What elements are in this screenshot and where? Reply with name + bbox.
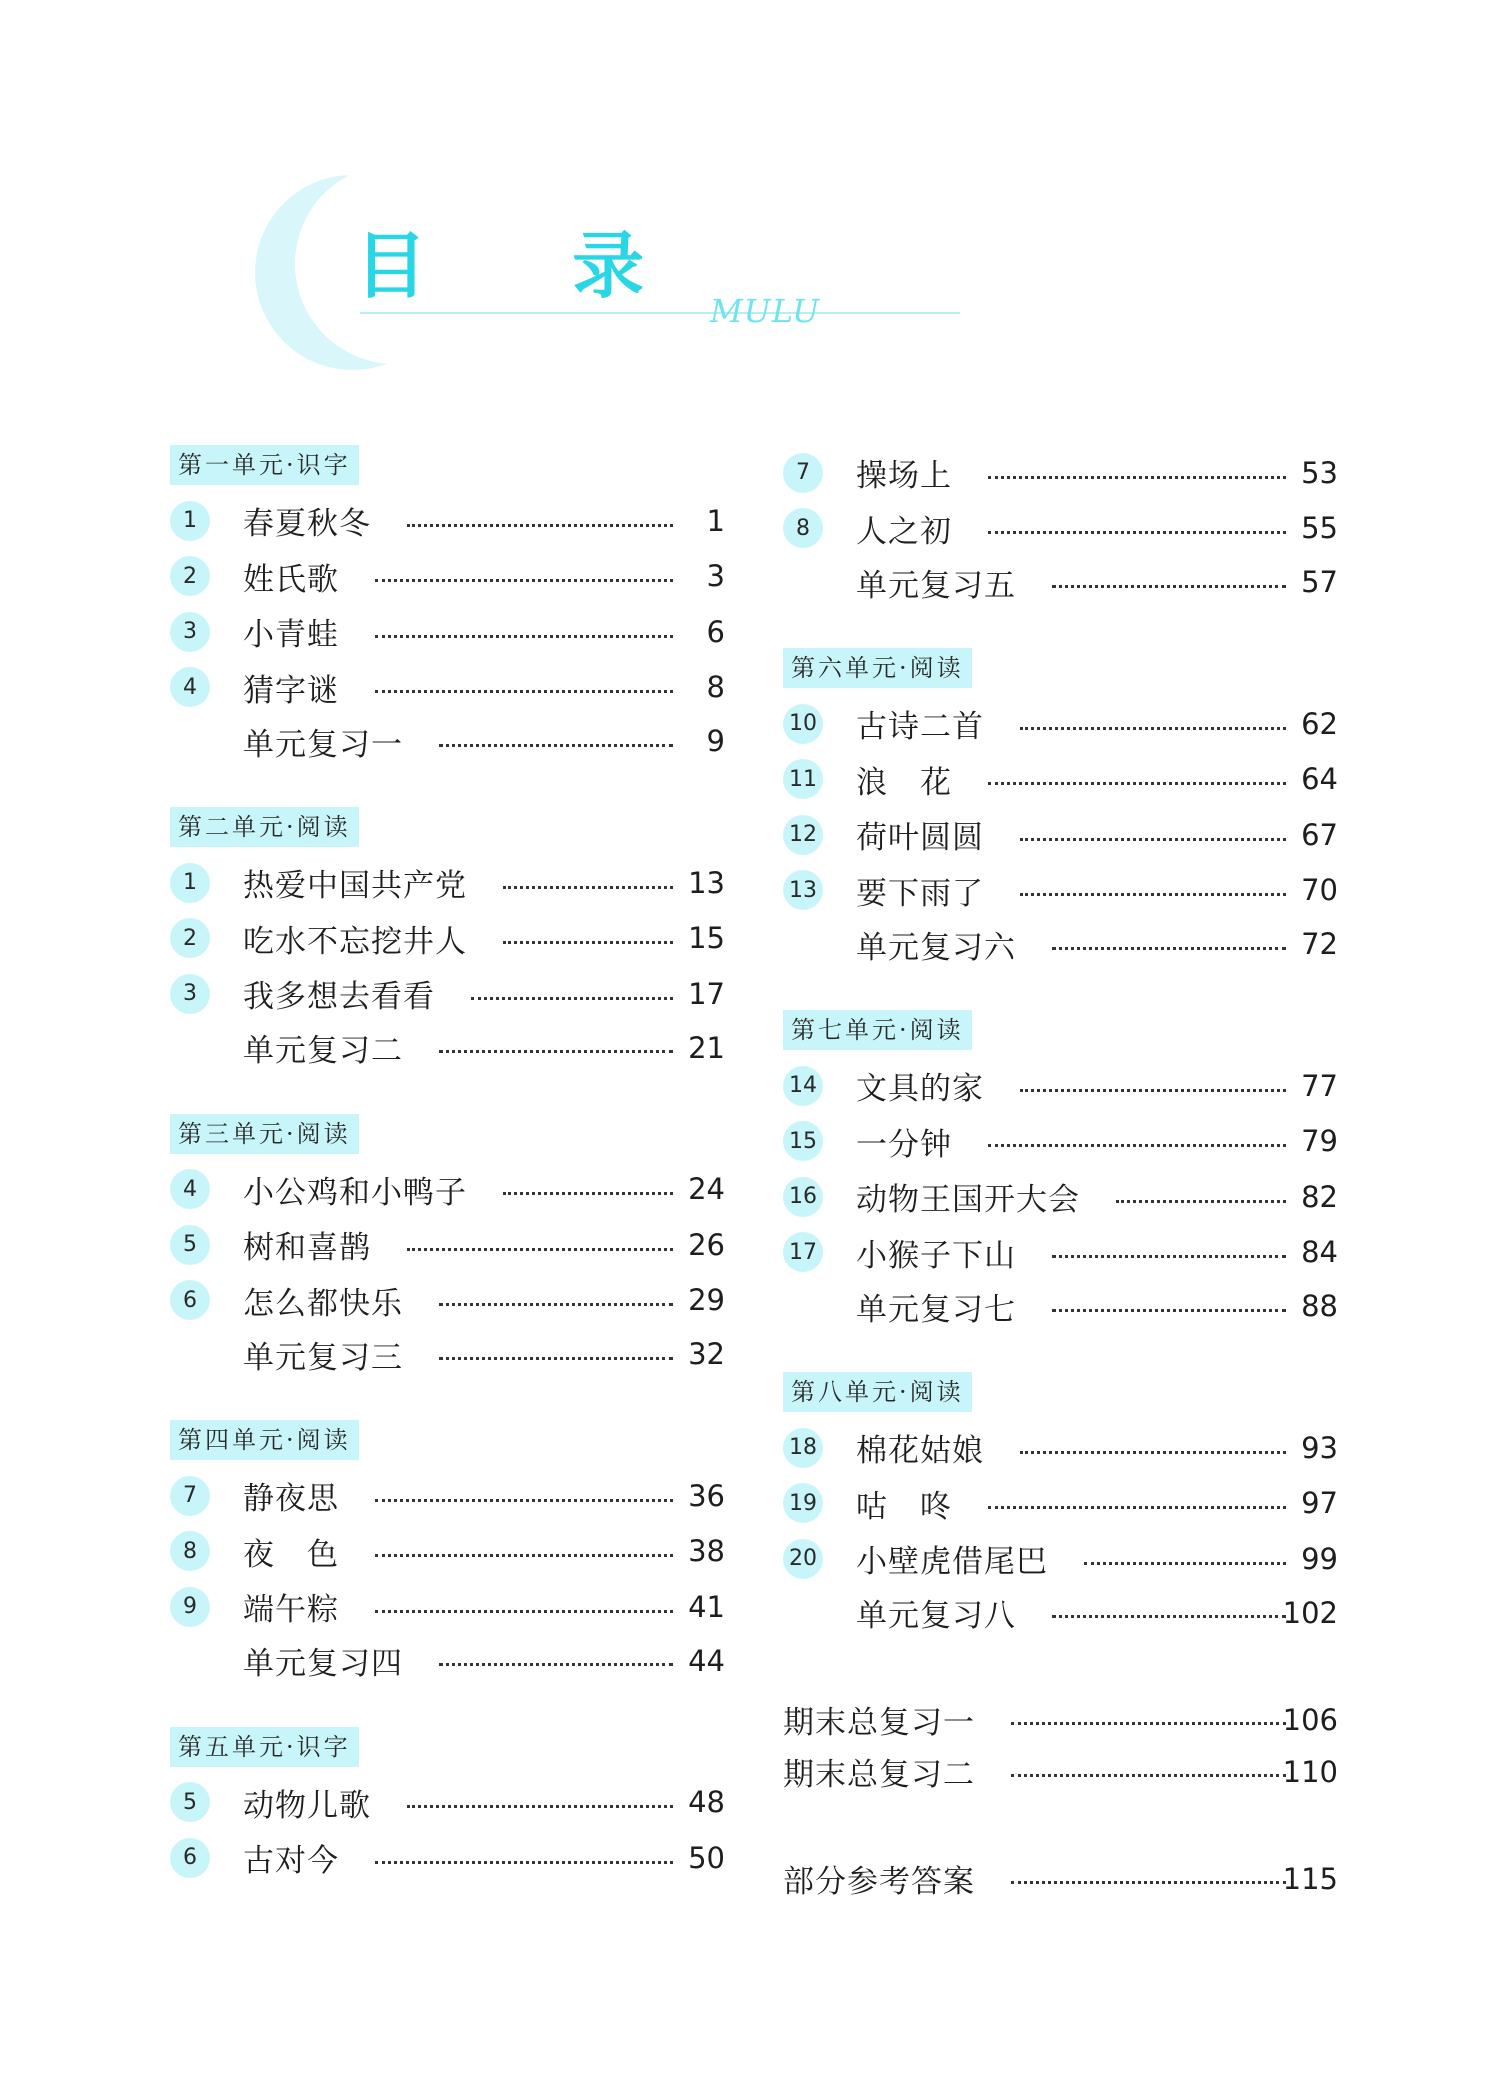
- page-number: 38: [688, 1534, 725, 1569]
- entry-title: 静夜思: [243, 1481, 339, 1518]
- page-number: 115: [1282, 1861, 1338, 1896]
- page-number: 72: [1301, 927, 1338, 961]
- lesson-number-badge: 3: [170, 612, 210, 652]
- entry-title: 期末总复习二: [783, 1757, 975, 1793]
- entry-title: 单元复习一: [243, 726, 403, 763]
- toc-entry[interactable]: [783, 1694, 1338, 1746]
- section-label: 第六单元·阅读: [783, 648, 972, 688]
- toc-entry[interactable]: [783, 863, 1338, 919]
- entry-title: 古对今: [243, 1843, 339, 1880]
- entry-title: 浪 花: [856, 764, 952, 801]
- page-number: 110: [1282, 1754, 1338, 1789]
- lesson-number-badge: 2: [170, 556, 210, 596]
- page-number: 62: [1301, 706, 1338, 741]
- entry-title: 热爱中国共产党: [243, 868, 467, 905]
- toc-entry[interactable]: [783, 918, 1338, 970]
- dot-leader: [1052, 947, 1286, 950]
- entry-title: 单元复习七: [856, 1291, 1016, 1328]
- dot-leader: [988, 1506, 1286, 1509]
- section-label: 第三单元·阅读: [170, 1114, 359, 1154]
- toc-section: [783, 445, 1338, 608]
- page-number: 102: [1282, 1595, 1338, 1630]
- page-number: 3: [706, 559, 725, 594]
- entry-title: 小青蛙: [243, 617, 339, 654]
- page-number: 8: [706, 670, 725, 705]
- toc-section: [783, 1010, 1338, 1332]
- title-underline: [360, 312, 960, 314]
- dot-leader: [375, 579, 673, 582]
- page-number: 97: [1301, 1486, 1338, 1521]
- toc-entry[interactable]: [783, 1058, 1338, 1114]
- page-number: 29: [688, 1283, 725, 1318]
- toc-section: [783, 1694, 1338, 1798]
- toc-entry[interactable]: [170, 660, 725, 716]
- lesson-number-badge: 20: [783, 1539, 823, 1579]
- dot-leader: [1020, 893, 1286, 896]
- lesson-number-badge: 11: [783, 759, 823, 799]
- lesson-number-badge: 14: [783, 1066, 823, 1106]
- lesson-number-badge: 15: [783, 1121, 823, 1161]
- page-number: 88: [1301, 1289, 1338, 1323]
- toc-entry[interactable]: [170, 1775, 725, 1831]
- dot-leader: [1020, 1089, 1286, 1092]
- page-number: 44: [688, 1643, 725, 1678]
- entry-title: 春夏秋冬: [243, 506, 371, 543]
- entry-title: 姓氏歌: [243, 561, 339, 598]
- page-number: 1: [706, 503, 725, 538]
- page-number: 6: [706, 614, 725, 649]
- entry-title: 要下雨了: [856, 875, 984, 912]
- toc-entry[interactable]: [170, 855, 725, 911]
- dot-leader: [1011, 1881, 1286, 1884]
- toc-entry[interactable]: [783, 1225, 1338, 1281]
- page-number: 106: [1282, 1702, 1338, 1737]
- dot-leader: [375, 1499, 673, 1502]
- dot-leader: [988, 1144, 1286, 1147]
- toc-entry[interactable]: [783, 1853, 1338, 1905]
- entry-title: 单元复习四: [243, 1646, 403, 1682]
- dot-leader: [1020, 838, 1286, 841]
- section-label: 第八单元·阅读: [783, 1372, 972, 1412]
- toc-entry[interactable]: [783, 1114, 1338, 1170]
- page-number: 24: [688, 1172, 725, 1207]
- dot-leader: [375, 1861, 673, 1864]
- dot-leader: [439, 1663, 673, 1666]
- section-label: 第二单元·阅读: [170, 807, 359, 847]
- page-number: 79: [1301, 1124, 1338, 1159]
- dot-leader: [503, 941, 673, 944]
- dot-leader: [988, 531, 1286, 534]
- lesson-number-badge: 5: [170, 1225, 210, 1265]
- toc-entry[interactable]: [170, 1328, 725, 1380]
- dot-leader: [1011, 1774, 1286, 1777]
- toc-entry[interactable]: [170, 1162, 725, 1218]
- toc-entry[interactable]: [783, 752, 1338, 808]
- toc-section: [170, 1727, 725, 1886]
- lesson-number-badge: 6: [170, 1838, 210, 1878]
- entry-title: 动物儿歌: [243, 1787, 371, 1824]
- lesson-number-badge: 5: [170, 1782, 210, 1822]
- entry-title: 单元复习三: [243, 1339, 403, 1376]
- lesson-number-badge: 7: [783, 453, 823, 493]
- dot-leader: [1084, 1562, 1286, 1565]
- dot-leader: [1052, 585, 1286, 588]
- dot-leader: [1052, 1615, 1286, 1618]
- lesson-number-badge: 9: [170, 1587, 210, 1627]
- page-number: 21: [688, 1030, 725, 1065]
- dot-leader: [375, 690, 673, 693]
- entry-title: 部分参考答案: [783, 1864, 975, 1900]
- dot-leader: [1052, 1255, 1286, 1258]
- page-number: 32: [688, 1337, 725, 1371]
- lesson-number-badge: 8: [783, 508, 823, 548]
- entry-title: 夜 色: [243, 1536, 339, 1573]
- entry-title: 树和喜鹊: [243, 1230, 371, 1267]
- toc-entry[interactable]: [170, 1579, 725, 1635]
- page-number: 64: [1301, 762, 1338, 797]
- page-number: 41: [688, 1589, 725, 1624]
- toc-entry[interactable]: [783, 1420, 1338, 1476]
- dot-leader: [439, 1303, 673, 1306]
- page-number: 13: [688, 865, 725, 900]
- toc-entry[interactable]: [170, 1468, 725, 1524]
- section-label: 第五单元·识字: [170, 1727, 359, 1767]
- toc-entry[interactable]: [783, 1587, 1338, 1639]
- toc-entry[interactable]: [783, 501, 1338, 557]
- lesson-number-badge: 4: [170, 1169, 210, 1209]
- toc-column-left: [170, 445, 725, 1886]
- dot-leader: [503, 886, 673, 889]
- lesson-number-badge: 1: [170, 501, 210, 541]
- dot-leader: [1020, 727, 1286, 730]
- toc-section: [170, 1114, 725, 1381]
- entry-title: 单元复习八: [856, 1598, 1016, 1634]
- entry-title: 单元复习六: [856, 929, 1016, 966]
- dot-leader: [375, 1610, 673, 1613]
- toc-entry[interactable]: [783, 696, 1338, 752]
- entry-title: 单元复习二: [243, 1033, 403, 1069]
- toc-section: [170, 1420, 725, 1687]
- dot-leader: [375, 1554, 673, 1557]
- toc-entry[interactable]: [170, 604, 725, 660]
- entry-title: 棉花姑娘: [856, 1433, 984, 1470]
- page-number: 36: [688, 1478, 725, 1513]
- dot-leader: [407, 524, 673, 527]
- toc-entry[interactable]: [783, 1531, 1338, 1587]
- lesson-number-badge: 12: [783, 815, 823, 855]
- dot-leader: [471, 997, 673, 1000]
- toc-section: [170, 807, 725, 1074]
- page-number: 77: [1301, 1068, 1338, 1103]
- toc-header: [255, 170, 855, 380]
- dot-leader: [439, 1357, 673, 1360]
- entry-title: 小猴子下山: [856, 1237, 1016, 1274]
- page-number: 53: [1301, 455, 1338, 490]
- dot-leader: [1052, 1309, 1286, 1312]
- toc-entry[interactable]: [170, 966, 725, 1022]
- lesson-number-badge: 19: [783, 1483, 823, 1523]
- entry-title: 人之初: [856, 513, 952, 550]
- toc-section: [170, 445, 725, 767]
- lesson-number-badge: 16: [783, 1177, 823, 1217]
- lesson-number-badge: 2: [170, 918, 210, 958]
- page-number: 84: [1301, 1235, 1338, 1270]
- entry-title: 古诗二首: [856, 709, 984, 746]
- entry-title: 怎么都快乐: [243, 1285, 403, 1322]
- section-label: 第一单元·识字: [170, 445, 359, 485]
- entry-title: 咕 咚: [856, 1488, 952, 1525]
- page-number: 93: [1301, 1430, 1338, 1465]
- toc-entry[interactable]: [783, 1280, 1338, 1332]
- toc-entry[interactable]: [783, 445, 1338, 501]
- entry-title: 期末总复习一: [783, 1705, 975, 1741]
- entry-title: 吃水不忘挖井人: [243, 923, 467, 960]
- toc-entry[interactable]: [170, 1217, 725, 1273]
- toc-entry[interactable]: [170, 1524, 725, 1580]
- lesson-number-badge: 4: [170, 667, 210, 707]
- toc-entry[interactable]: [170, 911, 725, 967]
- entry-title: 操场上: [856, 458, 952, 495]
- toc-column-right: [783, 445, 1338, 1905]
- toc-entry[interactable]: [783, 556, 1338, 608]
- lesson-number-badge: 8: [170, 1531, 210, 1571]
- entry-title: 文具的家: [856, 1071, 984, 1108]
- page-number: 82: [1301, 1179, 1338, 1214]
- page-number: 17: [688, 976, 725, 1011]
- page-number: 9: [706, 724, 725, 758]
- lesson-number-badge: 17: [783, 1232, 823, 1272]
- toc-entry[interactable]: [170, 1635, 725, 1687]
- dot-leader: [1020, 1451, 1286, 1454]
- lesson-number-badge: 18: [783, 1428, 823, 1468]
- entry-title: 一分钟: [856, 1126, 952, 1163]
- dot-leader: [375, 635, 673, 638]
- toc-entry[interactable]: [170, 715, 725, 767]
- toc-entry[interactable]: [170, 549, 725, 605]
- page-subtitle: MULU: [710, 292, 821, 330]
- toc-entry[interactable]: [170, 493, 725, 549]
- page-number: 15: [688, 921, 725, 956]
- section-label: 第七单元·阅读: [783, 1010, 972, 1050]
- entry-title: 小公鸡和小鸭子: [243, 1174, 467, 1211]
- toc-section: [783, 1372, 1338, 1639]
- toc-section: [783, 1853, 1338, 1905]
- page-number: 70: [1301, 873, 1338, 908]
- entry-title: 小壁虎借尾巴: [856, 1544, 1048, 1581]
- dot-leader: [407, 1248, 673, 1251]
- toc-section: [783, 648, 1338, 970]
- page-number: 48: [688, 1785, 725, 1820]
- page-title: 目 录: [355, 224, 705, 308]
- dot-leader: [988, 782, 1286, 785]
- dot-leader: [1116, 1200, 1286, 1203]
- toc-entry[interactable]: [783, 807, 1338, 863]
- page-number: 55: [1301, 511, 1338, 546]
- toc-entry[interactable]: [170, 1830, 725, 1886]
- entry-title: 猜字谜: [243, 672, 339, 709]
- page-number: 57: [1301, 565, 1338, 599]
- toc-entry[interactable]: [170, 1022, 725, 1074]
- toc-entry[interactable]: [170, 1273, 725, 1329]
- toc-entry[interactable]: [783, 1169, 1338, 1225]
- page-number: 50: [688, 1840, 725, 1875]
- section-label: 第四单元·阅读: [170, 1420, 359, 1460]
- page-number: 67: [1301, 817, 1338, 852]
- page-number: 26: [688, 1227, 725, 1262]
- entry-title: 荷叶圆圆: [856, 820, 984, 857]
- dot-leader: [407, 1805, 673, 1808]
- page-number: 99: [1301, 1541, 1338, 1576]
- entry-title: 我多想去看看: [243, 979, 435, 1016]
- lesson-number-badge: 10: [783, 704, 823, 744]
- lesson-number-badge: 13: [783, 870, 823, 910]
- dot-leader: [439, 1050, 673, 1053]
- entry-title: 端午粽: [243, 1592, 339, 1629]
- lesson-number-badge: 7: [170, 1476, 210, 1516]
- dot-leader: [988, 476, 1286, 479]
- lesson-number-badge: 3: [170, 974, 210, 1014]
- dot-leader: [1011, 1722, 1286, 1725]
- entry-title: 动物王国开大会: [856, 1182, 1080, 1219]
- dot-leader: [503, 1192, 673, 1195]
- toc-entry[interactable]: [783, 1746, 1338, 1798]
- lesson-number-badge: 1: [170, 863, 210, 903]
- dot-leader: [439, 744, 673, 747]
- lesson-number-badge: 6: [170, 1280, 210, 1320]
- entry-title: 单元复习五: [856, 567, 1016, 604]
- toc-entry[interactable]: [783, 1476, 1338, 1532]
